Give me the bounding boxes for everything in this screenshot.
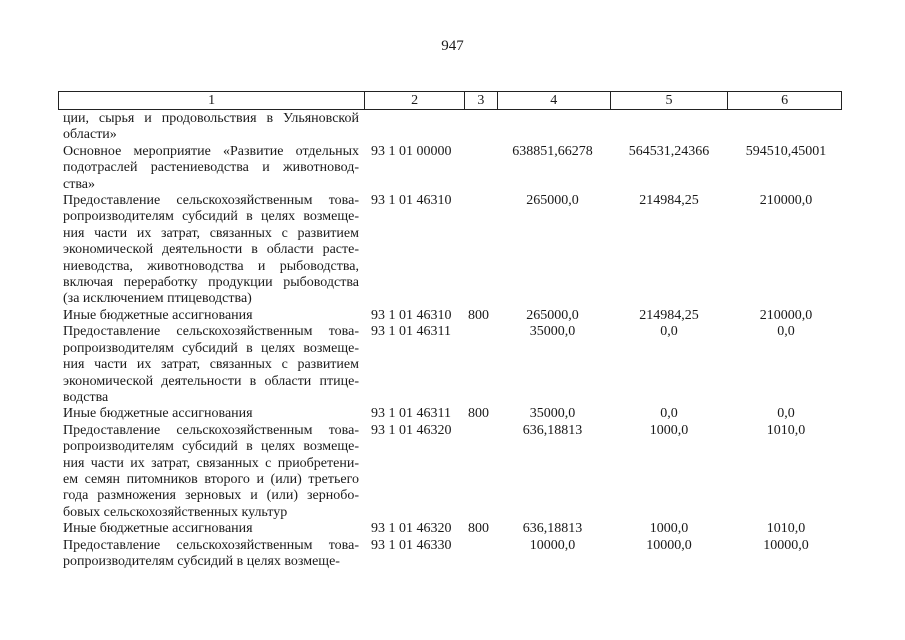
row-name-line: ния части их затрат, связанных с развитием [63, 225, 359, 241]
row-value-col6: 210000,0 [759, 307, 813, 323]
row-name-line: подотраслей растениеводства и животновод- [63, 160, 359, 176]
row-value-col6: 0,0 [777, 406, 795, 422]
row-name-line: бовых сельскохозяйственных культур [63, 504, 288, 520]
row-value-col4: 636,18813 [522, 422, 583, 438]
row-code: 93 1 01 00000 [371, 143, 452, 159]
row-name-line: ства» [63, 176, 95, 192]
row-value-col4: 10000,0 [529, 537, 576, 553]
row-value-col5: 10000,0 [646, 537, 692, 553]
row-value-col4: 638851,66278 [512, 143, 593, 159]
row-value-col5: 0,0 [660, 406, 678, 422]
table-header [58, 91, 842, 110]
row-name [63, 423, 359, 521]
row-value-col4: 35000,0 [529, 406, 576, 422]
row-value-col5: 1000,0 [649, 521, 689, 537]
row-name-line: (за исключением птицеводства) [63, 291, 252, 307]
row-name [63, 406, 359, 422]
row-value-col6: 210000,0 [759, 193, 813, 209]
row-name [63, 193, 359, 308]
row-code: 93 1 01 46330 [371, 537, 452, 553]
table-row [0, 111, 905, 144]
row-name [63, 111, 359, 144]
column-header-3: 3 [464, 92, 497, 109]
row-value-col6: 1010,0 [766, 422, 806, 438]
row-value-col6: 10000,0 [763, 537, 809, 553]
row-name-line: Иные бюджетные ассигнования [63, 406, 253, 422]
row-name-line: Предоставление сельскохозяйственным това- [63, 324, 359, 340]
row-name-line: области» [63, 127, 117, 143]
row-value-col4: 35000,0 [529, 324, 576, 340]
column-header-2: 2 [364, 92, 464, 109]
row-name [63, 538, 359, 571]
row-value-col6: 0,0 [777, 324, 795, 340]
row-value-col4: 265000,0 [526, 193, 579, 209]
row-name-line: Предоставление сельскохозяйственным това- [63, 422, 359, 438]
row-name-line: ем семян питомников второго и (или) третьего [63, 471, 359, 487]
row-name [63, 324, 359, 406]
row-code: 93 1 01 46320 [371, 422, 452, 438]
row-code: 93 1 01 46311 [371, 324, 451, 340]
table-row [0, 324, 905, 406]
row-name [63, 144, 359, 193]
row-name-line: ции, сырья и продовольствия в Ульяновской [63, 111, 359, 126]
table-row [0, 406, 905, 422]
page-number: 947 [441, 38, 464, 54]
column-header-4: 4 [497, 92, 610, 109]
row-expense-type: 800 [468, 521, 489, 537]
row-name-line: ния части их затрат, связанных с развитием [63, 357, 359, 373]
row-name-line: ропроизводителям субсидий в целях возмеще- [63, 209, 359, 225]
row-code: 93 1 01 46310 [371, 307, 452, 323]
row-value-col4: 265000,0 [526, 307, 579, 323]
row-name-line: Иные бюджетные ассигнования [63, 307, 253, 323]
row-name-line: ниеводства, животноводства и рыбоводства, [63, 258, 359, 274]
table-row [0, 538, 905, 571]
row-name-line: экономической деятельности в области птице- [63, 373, 359, 389]
row-value-col6: 594510,45001 [745, 143, 827, 159]
table-row [0, 193, 905, 308]
row-code: 93 1 01 46320 [371, 521, 452, 537]
row-code: 93 1 01 46311 [371, 406, 451, 422]
table-row [0, 144, 905, 193]
row-value-col5: 214984,25 [639, 307, 699, 323]
row-name-line: ния части их затрат, связанных с приобретени- [63, 455, 359, 471]
row-name-line: экономической деятельности в области расте- [63, 242, 359, 258]
table-body [0, 111, 905, 570]
column-header-1: 1 [208, 93, 216, 108]
row-name [63, 308, 359, 324]
row-code: 93 1 01 46310 [371, 193, 452, 209]
row-value-col5: 1000,0 [649, 422, 689, 438]
row-name-line: Предоставление сельскохозяйственным това- [63, 193, 359, 209]
row-name-line: года размножения зерновых и (или) зернобо- [63, 488, 359, 504]
row-expense-type: 800 [468, 406, 489, 422]
row-name-line: включая переработку продукции рыбоводства [63, 275, 359, 291]
row-value-col5: 0,0 [660, 324, 678, 340]
row-expense-type: 800 [468, 307, 489, 323]
row-name [63, 521, 359, 537]
row-name-line: ропроизводителям субсидий в целях возмеще- [63, 553, 340, 569]
row-name-line: Предоставление сельскохозяйственным това- [63, 537, 359, 553]
row-name-line: ропроизводителям субсидий в целях возмеще- [63, 439, 359, 455]
table-row [0, 423, 905, 521]
row-name-line: водства [63, 389, 109, 405]
row-value-col4: 636,18813 [522, 521, 583, 537]
row-name-line: ропроизводителям субсидий в целях возмеще- [63, 340, 359, 356]
column-header-5: 5 [610, 92, 728, 109]
table-row [0, 308, 905, 324]
row-name-line: Иные бюджетные ассигнования [63, 521, 253, 537]
column-header-6: 6 [727, 92, 841, 109]
table-row [0, 521, 905, 537]
row-value-col6: 1010,0 [766, 521, 806, 537]
row-value-col5: 564531,24366 [628, 143, 710, 159]
row-value-col5: 214984,25 [639, 193, 699, 209]
row-name-line: Основное мероприятие «Развитие отдельных [63, 143, 359, 159]
